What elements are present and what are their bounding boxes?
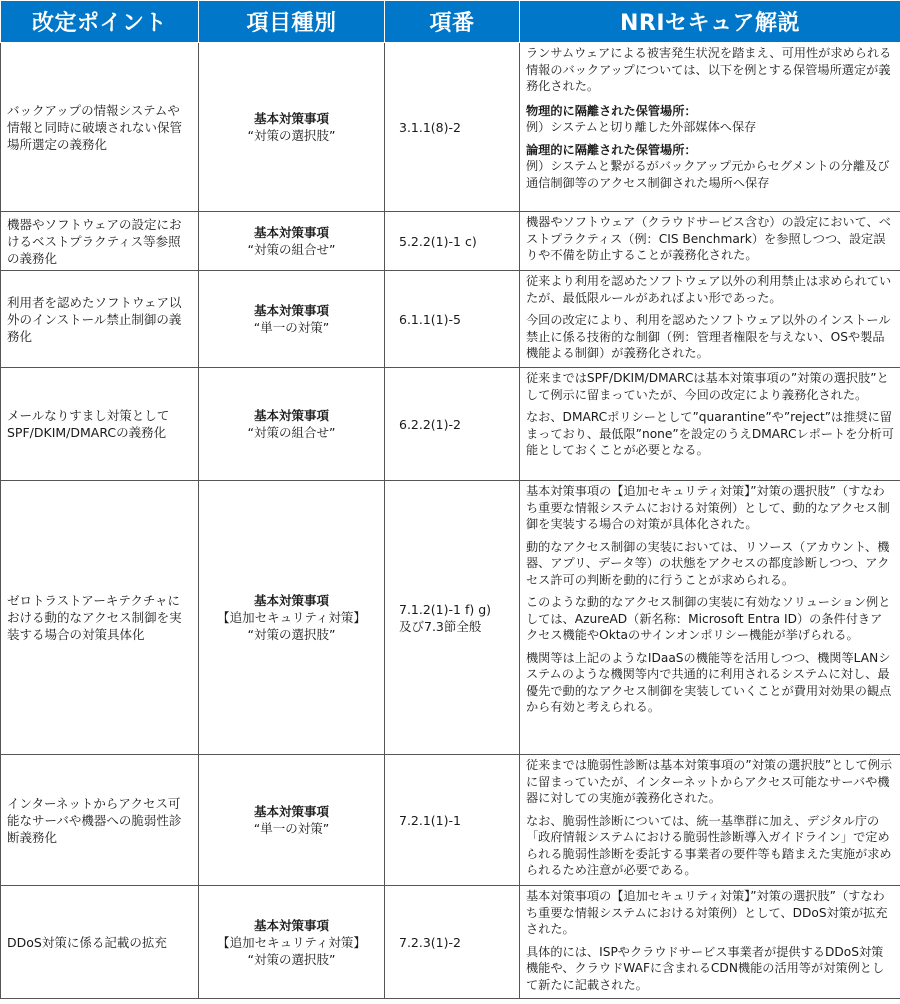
commentary-cell: [520, 368, 900, 481]
item-type-cell: [199, 481, 385, 755]
item-type-cell: [199, 43, 385, 212]
revision-point-cell: ゼロトラストアーキテクチャにおける動的なアクセス制御を実装する場合の対策具体化: [1, 481, 199, 755]
table-row: [1, 212, 900, 271]
item-type-cell: [199, 212, 385, 271]
item-type-main: 基本対策事項: [253, 593, 329, 608]
commentary-cell: [520, 43, 900, 212]
revision-point-cell: バックアップの情報システムや情報と同時に破壊されない保管場所選定の義務化: [1, 43, 199, 212]
table-row: [1, 43, 900, 212]
item-number: 7.1.2(1)-1 f) g): [399, 601, 492, 617]
commentary-paragraph: 動的なアクセス制御の実装においては、リソース（アカウント、機器、アプリ、データ等）の状態をアクセスの都度診断しつつ、アクセス許可の判断を動的に行うことが求められる。: [526, 539, 890, 587]
item-type-cell: [199, 271, 385, 368]
item-number-cell: 6.2.2(1)-2: [385, 368, 520, 481]
commentary-paragraph: 機器やソフトウェア（クラウドサービス含む）の設定において、ベストプラクティス（例：CIS Benchmark）を参照しつつ、設定誤りや不備を防止することが義務化された。: [526, 215, 891, 262]
table-row: [1, 755, 900, 886]
commentary-cell: [520, 271, 900, 368]
table-row: [1, 886, 900, 999]
commentary-cell: [520, 481, 900, 755]
item-type-sub: “単一の対策”: [253, 821, 330, 836]
item-type-main: 基本対策事項: [253, 303, 329, 318]
header-revision-point: 改定ポイント: [1, 1, 199, 43]
commentary-paragraph: 従来までは脆弱性診断は基本対策事項の”対策の選択肢”として例示に留まっていたが、インターネットからアクセス可能なサーバや機器に対しての実施が義務化された。: [526, 758, 893, 805]
item-type-sub: “単一の対策”: [253, 320, 330, 335]
item-number-cell: 7.2.3(1)-2: [385, 886, 520, 999]
item-number-cell: 3.1.1(8)-2: [385, 43, 520, 212]
item-type-main: 基本対策事項: [253, 225, 329, 240]
item-type-cell: [199, 755, 385, 886]
commentary-paragraph: 具体的には、ISPやクラウドサービス事業者が提供するDDoS対策機能や、クラウドWAFに含まれるCDN機能の活用等が対策例として新たに記載された。: [526, 944, 885, 992]
item-type-main: 基本対策事項: [253, 408, 329, 423]
revision-point-cell: DDoS対策に係る記載の拡充: [1, 886, 199, 999]
header-item-number: 項番: [385, 1, 520, 43]
commentary-cell: [520, 212, 900, 271]
item-type-sub: “対策の選択肢”: [247, 951, 336, 967]
commentary-paragraph: 今回の改定により、利用を認めたソフトウェア以外のインストール禁止に係る技術的な制御（例：管理者権限を与えない、OSや製品機能よる制御）が義務化された。: [526, 313, 891, 360]
commentary-subsection-text: 例）システムと繋がるがバックアップ元からセグメントの分離及び通信制御等のアクセス制御された場所へ保存: [526, 159, 890, 190]
commentary-cell: [520, 886, 900, 999]
table-row: [1, 481, 900, 755]
commentary-paragraph: ランサムウェアによる被害発生状況を踏まえ、可用性が求められる情報のバックアップについては、以下を例とする保管場所選定が義務化された。: [526, 46, 892, 93]
table-header-row: [1, 1, 900, 43]
commentary-cell: [520, 755, 900, 886]
item-type-cell: [199, 368, 385, 481]
commentary-paragraph: 従来まではSPF/DKIM/DMARCは基本対策事項の”対策の選択肢”として例示に留まっていたが、今回の改定により義務化された。: [526, 371, 889, 402]
commentary-paragraph: このような動的なアクセス制御の実装に有効なソリューション例としては、AzureAD（新名称：Microsoft Entra ID）の条件付きアクセス機能やOktaのサインオンポリシー機能が挙げられる。: [526, 595, 891, 642]
item-number-extra: 及び7.3節全般: [399, 618, 482, 634]
item-type-sub: “対策の選択肢”: [247, 627, 336, 642]
revision-point-cell: 機器やソフトウェアの設定におけるベストプラクティス等参照の義務化: [1, 212, 199, 271]
commentary-paragraph: 従来より利用を認めたソフトウェア以外の利用禁止は求められていたが、最低限ルールがあればよい形であった。: [526, 274, 892, 305]
item-type-cell: [199, 886, 385, 999]
commentary-subsection-title: 論理的に隔離された保管場所：: [526, 142, 697, 157]
item-type-extra: 【追加セキュリティ対策】: [217, 934, 366, 950]
commentary-subsection-text: 例）システムと切り離した外部媒体へ保存: [526, 120, 757, 134]
item-type-extra: 【追加セキュリティ対策】: [217, 610, 366, 625]
commentary-paragraph: 基本対策事項の【追加セキュリティ対策】”対策の選択肢”（すなわち重要な情報システムにおける対策例）として、動的なアクセス制御を実装する場合の対策が具体化された。: [526, 484, 890, 531]
item-type-sub: “対策の組合せ”: [247, 425, 336, 440]
commentary-subsection-title: 物理的に隔離された保管場所：: [526, 103, 697, 118]
item-number-cell: 7.2.1(1)-1: [385, 755, 520, 886]
item-number-cell: [385, 481, 520, 755]
item-number-cell: 6.1.1(1)-5: [385, 271, 520, 368]
item-type-main: 基本対策事項: [253, 917, 329, 933]
item-type-main: 基本対策事項: [253, 804, 329, 819]
commentary-paragraph: なお、DMARCポリシーとして”quarantine”や”reject”は推奨に留まっており、最低限”none”を設定のうえDMARCレポートを分析可能としておくことが必要となる。: [526, 410, 894, 457]
table-row: [1, 368, 900, 481]
item-type-sub: “対策の選択肢”: [247, 128, 336, 143]
item-type-main: 基本対策事項: [253, 111, 329, 126]
item-type-sub: “対策の組合せ”: [247, 242, 336, 257]
revision-point-cell: メールなりすまし対策としてSPF/DKIM/DMARCの義務化: [1, 368, 199, 481]
commentary-subsection: [526, 103, 894, 136]
commentary-subsection: [526, 142, 894, 192]
commentary-paragraph: 基本対策事項の【追加セキュリティ対策】”対策の選択肢”（すなわち重要な情報システムにおける対策例）として、DDoS対策が拡充された。: [526, 889, 888, 936]
table-row: [1, 271, 900, 368]
header-nri-commentary: NRIセキュア解説: [520, 1, 900, 43]
commentary-paragraph: なお、脆弱性診断については、統一基準群に加え、デジタル庁の「政府情報システムにおける脆弱性診断導入ガイドライン」で定められる脆弱性診断を委託する事業者の要件等も踏まえた実施が求められるため注意が必要である。: [526, 813, 892, 877]
revision-point-cell: インターネットからアクセス可能なサーバや機器への脆弱性診断義務化: [1, 755, 199, 886]
revision-point-cell: 利用者を認めたソフトウェア以外のインストール禁止制御の義務化: [1, 271, 199, 368]
header-item-type: 項目種別: [199, 1, 385, 43]
commentary-paragraph: 機関等は上記のようなIDaaSの機能等を活用しつつ、機関等LANシステムのような機関等内で共通的に利用されるシステムに対し、最優先で動的なアクセス制御を実装していくことが費用対効果の観点から有効と考えられる。: [526, 650, 892, 714]
item-number-cell: 5.2.2(1)-1 c): [385, 212, 520, 271]
